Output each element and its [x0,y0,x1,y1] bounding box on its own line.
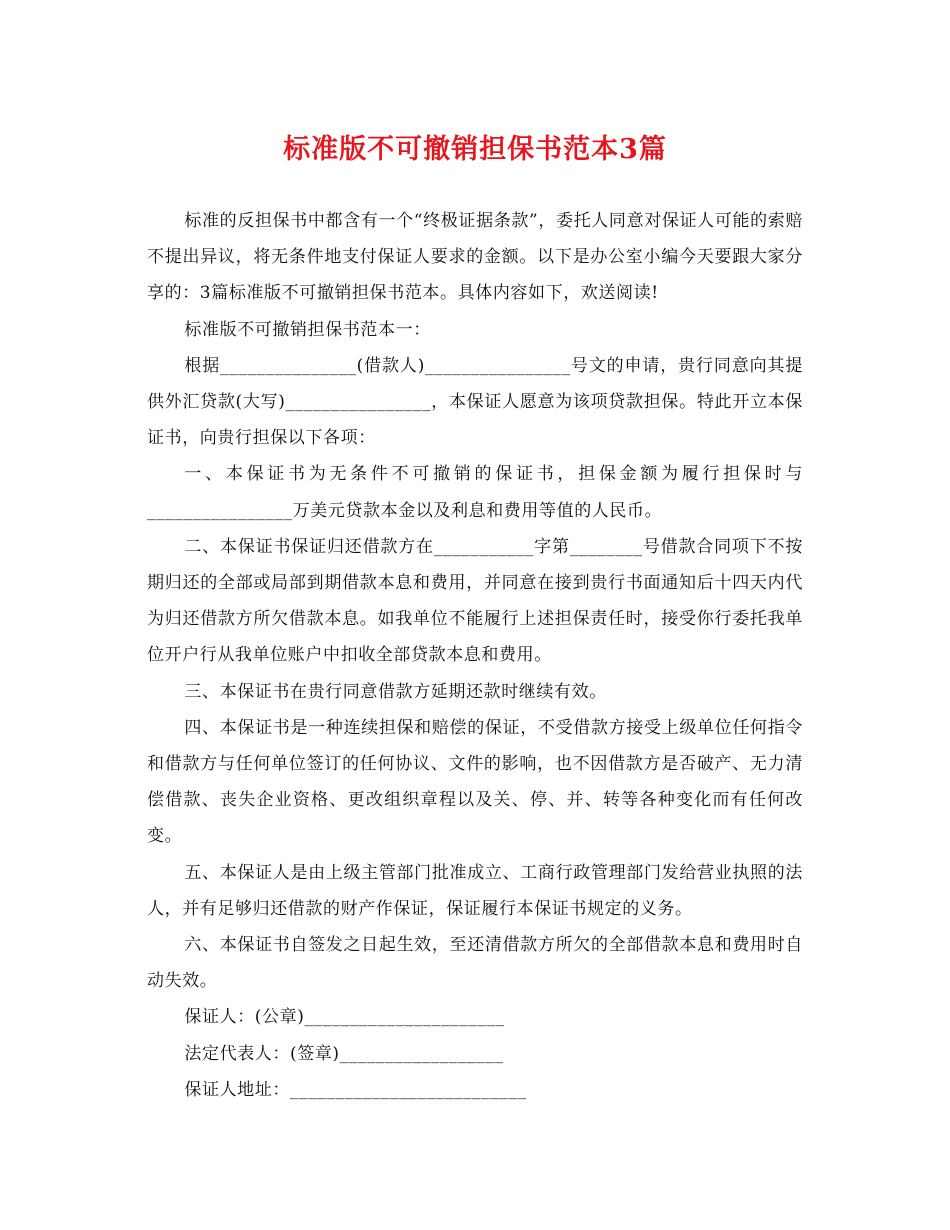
paragraph-clause-4: 四、本保证书是一种连续担保和赔偿的保证，不受借款方接受上级单位任何指令和借款方与任何单位签订的任何协议、文件的影响，也不因借款方是否破产、无力清偿借款、丧失企业资格、更改组织章程以及关、停、并、转等各种变化而有任何改变。 [147,717,803,847]
document-title: 标准版不可撤销担保书范本3篇 [283,134,667,165]
paragraph-clause-5: 五、本保证人是由上级主管部门批准成立、工商行政管理部门发给营业执照的法人，并有足够归还借款的财产作保证，保证履行本保证书规定的义务。 [147,862,803,919]
document-body [147,203,803,1108]
paragraph-clause-6: 六、本保证书自签发之日起生效，至还清借款方所欠的全部借款本息和费用时自动失效。 [147,935,803,992]
signature-guarantor-address: 保证人地址：__________________________ [184,1079,527,1100]
paragraph-clause-3: 三、本保证书在贵行同意借款方延期还款时继续有效。 [184,681,607,702]
paragraph-clause-1: 一、本保证书为无条件不可撤销的保证书，担保金额为履行担保时与________________万美元贷款本金以及利息和费用等值的人民币。 [147,464,803,521]
signature-legal-representative: 法定代表人：(签章)__________________ [184,1043,504,1064]
paragraph-intro: 标准的反担保书中都含有一个“终极证据条款”，委托人同意对保证人可能的索赔不提出异议，将无条件地支付保证人要求的金额。以下是办公室小编今天要跟大家分享的：3篇标准版不可撤销担保书范本。具体内容如下，欢送阅读! [147,211,803,304]
paragraph-preamble: 根据_______________(借款人)________________号文的申请，贵行同意向其提供外汇贷款(大写)________________，本保证人愿意为该项贷款担保。特此开立本保证书，向贵行担保以下各项： [147,355,803,449]
paragraph-clause-2: 二、本保证书保证归还借款方在___________字第________号借款合同项下不按期归还的全部或局部到期借款本息和费用，并同意在接到贵行书面通知后十四天内代为归还借款方所欠借款本息。如我单位不能履行上述担保责任时，接受你行委托我单位开户行从我单位账户中扣收全部贷款本息和费用。 [147,536,803,666]
paragraph-section-heading: 标准版不可撤销担保书范本一： [184,319,431,340]
signature-guarantor-seal: 保证人：(公章)______________________ [184,1007,505,1028]
